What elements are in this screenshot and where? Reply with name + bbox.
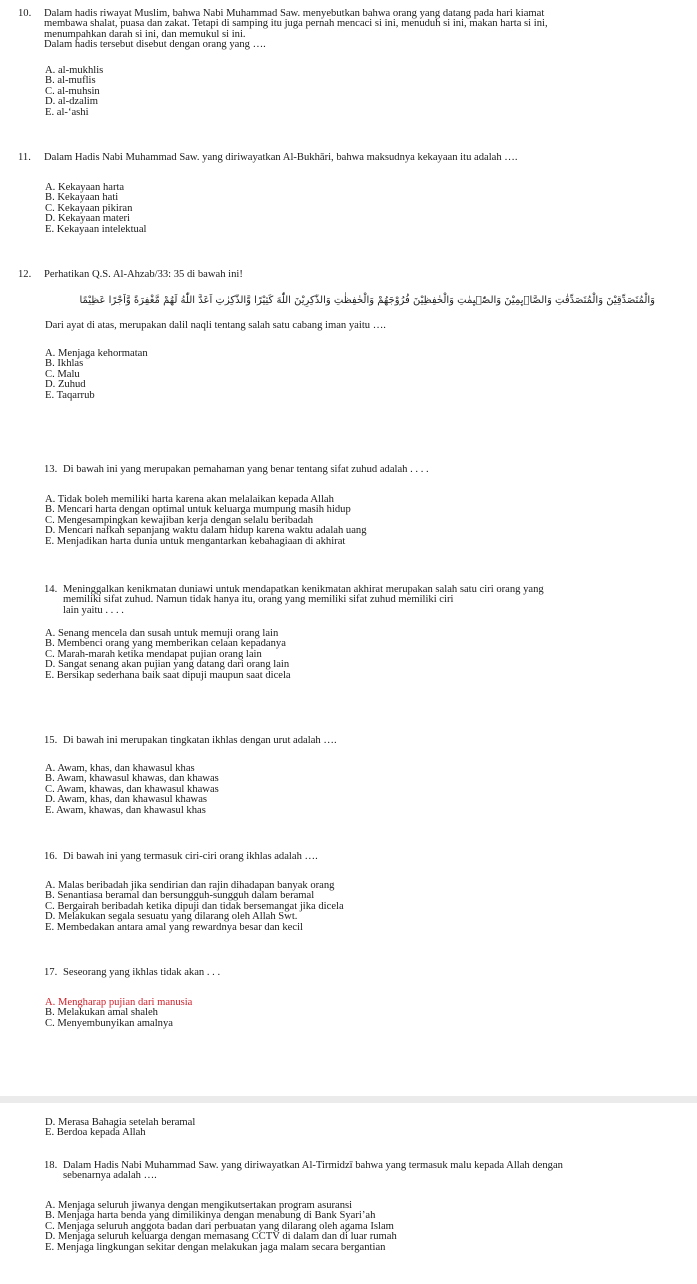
option-a-highlighted[interactable]: A. Mengharap pujian dari manusia [45,997,193,1008]
option-c[interactable]: C. Bergairah beribadah ketika dipuji dan tidak bersemangat jika dicela [45,900,344,912]
option-a[interactable]: A. Menjaga seluruh jiwanya dengan mengikutsertakan program asuransi [45,1200,353,1211]
option-a[interactable]: A. Awam, khas, dan khawasul khas [45,763,195,774]
option-d[interactable]: D. Mencari nafkah sepanjang waktu dalam hidup karena waktu adalah uang [45,525,367,537]
question-text-line: Dalam Hadis Nabi Muhammad Saw. yang diriwayatkan Al-Tirmidzī bahwa yang termasuk malu kepada Allah dengan [63,1160,563,1171]
question-number: 12. [18,269,32,280]
question-text-line: Meninggalkan kenikmatan duniawi untuk mendapatkan kenikmatan akhirat merupakan salah satu ciri orang yang [63,584,544,595]
option-e[interactable]: E. Taqarrub [45,389,95,401]
quran-verse-arabic: وَالْمُتَصَدِّقِيْنَ وَالْمُتَصَدِّقٰتِ وَالصَّاۤىِٕمِيْنَ وَالصّٰۤىِٕمٰتِ وَالْحٰفِظِيْنَ فُرُوْجَهُمْ وَالْحٰفِظٰتِ وَالذّٰكِرِيْنَ اللّٰهَ كَثِيْرًا وَّالذّٰكِرٰتِ اَعَدَّ اللّٰهُ لَهُمْ مَّغْفِرَةً وَّاَجْرًا عَظِيْمًا [79,295,655,306]
question-text-line: lain yaitu . . . . [63,604,124,616]
options-12 [45,349,645,401]
option-b[interactable]: B. al-muflis [45,75,96,87]
option-e[interactable]: E. Awam, khawas, dan khawasul khas [45,804,206,816]
option-e[interactable]: E. Kekayaan intelektual [45,223,147,235]
option-c[interactable]: C. al-muhsin [45,85,100,97]
option-a[interactable]: A. Senang mencela dan susah untuk memuji orang lain [45,628,279,639]
option-e[interactable]: E. Berdoa kepada Allah [45,1127,146,1139]
question-11 [18,153,658,163]
option-c[interactable]: C. Menjaga seluruh anggota badan dari perbuatan yang dilarang oleh agama Islam [45,1220,394,1232]
options-17-continued [45,1118,645,1139]
option-b[interactable]: B. Kekayaan hati [45,192,119,204]
option-c[interactable]: C. Kekayaan pikiran [45,202,133,214]
question-text: Di bawah ini yang termasuk ciri-ciri orang ikhlas adalah …. [63,851,318,862]
question-15 [44,736,684,746]
option-b[interactable]: B. Awam, khawasul khawas, dan khawas [45,773,219,785]
question-18 [44,1161,664,1182]
option-b[interactable]: B. Membenci orang yang memberikan celaan kepadanya [45,638,286,650]
question-13 [44,465,684,475]
options-15 [45,764,645,816]
option-c[interactable]: C. Malu [45,368,80,380]
question-text: Di bawah ini merupakan tingkatan ikhlas dengan urut adalah …. [63,735,337,746]
option-c[interactable]: C. Awam, khawas, dan khawasul khawas [45,783,219,795]
options-18 [45,1201,645,1253]
option-d[interactable]: D. Awam, khas, dan khawasul khawas [45,794,208,806]
option-e[interactable]: E. Membedakan antara amal yang rewardnya besar dan kecil [45,921,303,933]
option-a[interactable]: A. al-mukhlis [45,65,104,76]
page-2 [0,1103,697,1284]
option-a[interactable]: A. Malas beribadah jika sendirian dan rajin dihadapan banyak orang [45,880,335,891]
options-10 [45,66,645,118]
option-c[interactable]: C. Marah-marah ketika mendapat pujian orang lain [45,648,262,660]
option-d[interactable]: D. Zuhud [45,379,86,391]
option-b[interactable]: B. Menjaga harta benda yang dimilikinya dengan menabung di Bank Syari’ah [45,1210,376,1222]
option-e[interactable]: E. Menjadikan harta dunia untuk mengantarkan kebahagiaan di akhirat [45,535,346,547]
question-text: Seseorang yang ikhlas tidak akan . . . [63,967,221,978]
question-14 [44,585,664,616]
question-text-line: sebenarnya adalah …. [63,1170,157,1182]
option-e[interactable]: E. Bersikap sederhana baik saat dipuji maupun saat dicela [45,669,291,681]
options-16 [45,881,645,933]
option-c[interactable]: C. Mengesampingkan kewajiban kerja dengan selalu beribadah [45,514,313,526]
option-d[interactable]: D. Merasa Bahagia setelah beramal [45,1117,196,1128]
options-14 [45,629,645,681]
question-number: 17. [44,967,58,978]
options-13 [45,495,645,547]
question-text-line: Dalam hadis tersebut disebut dengan orang yang …. [44,39,266,51]
question-10 [18,9,658,51]
option-b[interactable]: B. Ikhlas [45,358,84,370]
question-text: Dalam Hadis Nabi Muhammad Saw. yang diriwayatkan Al-Bukhāri, bahwa maksudnya kekayaan itu adalah …. [44,152,518,163]
option-d[interactable]: D. al-dzalim [45,96,98,108]
option-d[interactable]: D. Kekayaan materi [45,213,131,225]
question-text: Di bawah ini yang merupakan pemahaman yang benar tentang sifat zuhud adalah . . . . [63,464,429,475]
option-a[interactable]: A. Kekayaan harta [45,182,125,193]
option-d[interactable]: D. Melakukan segala sesuatu yang dilarang oleh Allah Swt. [45,911,298,923]
option-d[interactable]: D. Menjaga seluruh keluarga dengan memasang CCTV di dalam dan di luar rumah [45,1231,397,1243]
question-number: 15. [44,735,58,746]
question-17 [44,968,684,978]
question-16 [44,852,684,862]
option-e[interactable]: E. Menjaga lingkungan sekitar dengan melakukan jaga malam secara bergantian [45,1241,386,1253]
question-text-line: Dalam hadis riwayat Muslim, bahwa Nabi Muhammad Saw. menyebutkan bahwa orang yang datang pada hari kiamat [44,8,545,19]
question-number: 11. [18,152,31,163]
option-d[interactable]: D. Sangat senang akan pujian yang datang dari orang lain [45,659,290,671]
options-11 [45,183,645,235]
question-text-line: menumpahkan darah si ini, dan memukul si ini. [44,28,246,40]
option-c[interactable]: C. Menyembunyikan amalnya [45,1017,173,1029]
question-number: 16. [44,851,58,862]
page-break [0,1096,697,1103]
option-a[interactable]: A. Menjaga kehormatan [45,348,148,359]
question-12 [18,270,658,280]
question-text-line: membawa shalat, puasa dan zakat. Tetapi di samping itu juga pernah mencaci si ini, menuduh si ini, makan harta si ini, [44,18,548,30]
question-number: 18. [44,1160,58,1171]
question-text-line: memiliki sifat zuhud. Namun tidak hanya itu, orang yang memiliki sifat zuhud memiliki ciri [63,594,454,606]
question-number: 14. [44,584,58,595]
question-number: 10. [18,8,32,19]
question-text: Perhatikan Q.S. Al-Ahzab/33: 35 di bawah ini! [44,269,243,280]
option-e[interactable]: E. al-‘ashi [45,106,89,118]
question-number: 13. [44,464,58,475]
options-17 [45,998,645,1029]
option-b[interactable]: B. Melakukan amal shaleh [45,1007,158,1019]
option-b[interactable]: B. Senantiasa beramal dan bersungguh-sungguh dalam beramal [45,890,315,902]
option-b[interactable]: B. Mencari harta dengan optimal untuk keluarga mumpung masih hidup [45,504,351,516]
question-followup-text: Dari ayat di atas, merupakan dalil naqli tentang salah satu cabang iman yaitu …. [45,320,386,331]
option-a[interactable]: A. Tidak boleh memiliki harta karena akan melalaikan kepada Allah [45,494,334,505]
